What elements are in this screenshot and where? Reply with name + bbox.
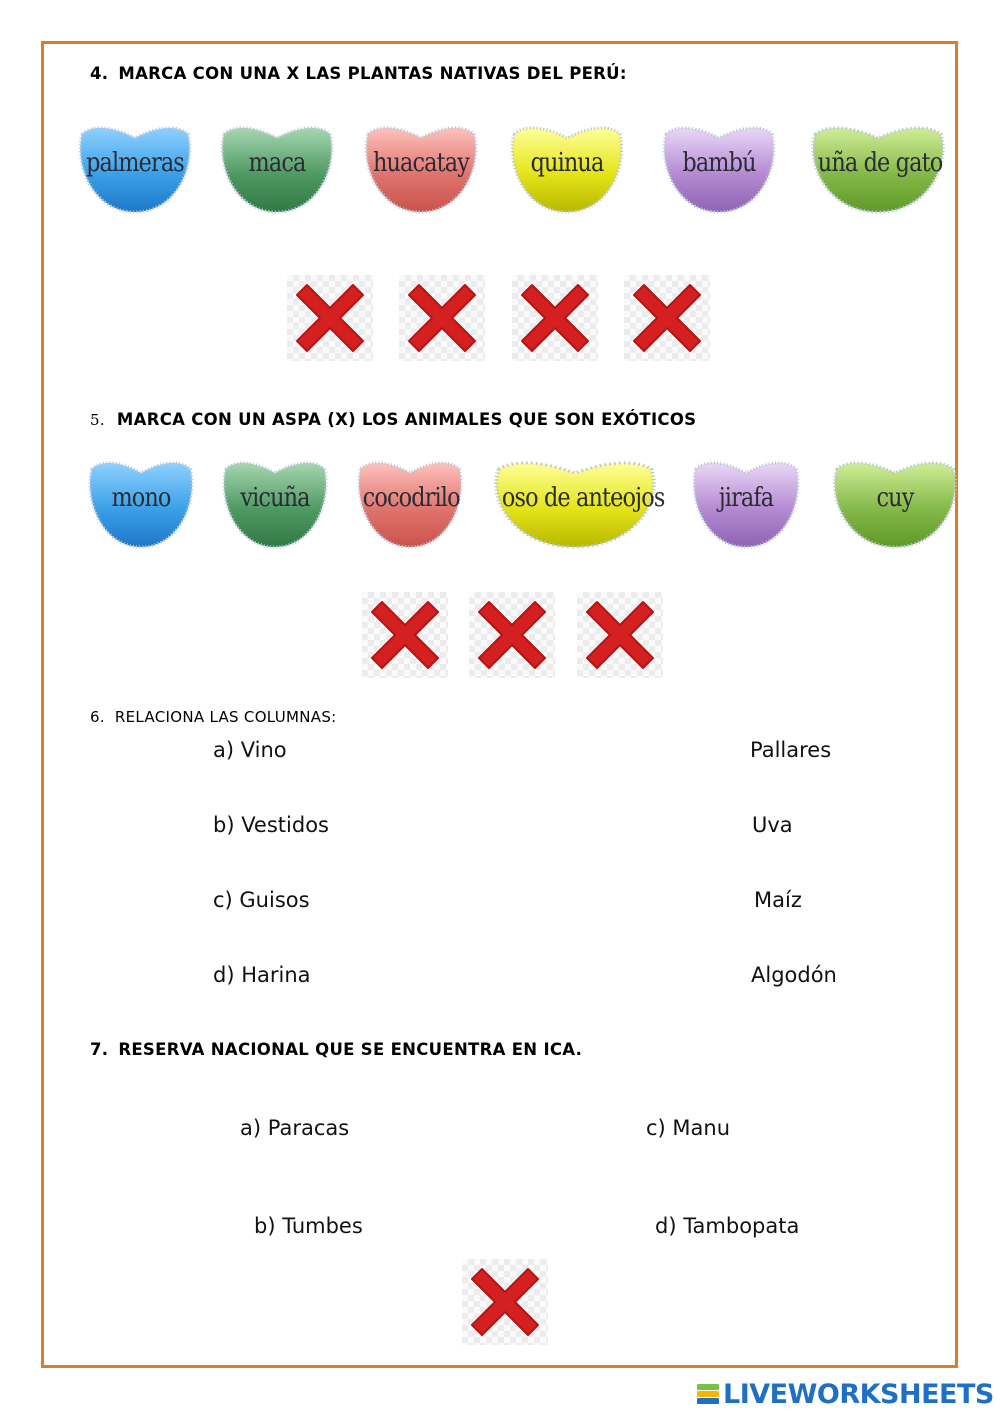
bean-label: cocodrilo [362, 483, 460, 513]
right-column-item[interactable]: Pallares [750, 738, 832, 762]
question-7 [90, 1040, 582, 1059]
x-icon[interactable] [512, 275, 598, 361]
bean-label: huacatay [372, 148, 470, 178]
question-5-text: MARCA CON UN ASPA (X) LOS ANIMALES QUE SON EXÓTICOS [116, 410, 697, 429]
liveworksheets-logo[interactable] [697, 1376, 994, 1412]
bean-label: uña de gato [817, 148, 943, 178]
x-icon[interactable] [462, 1259, 548, 1345]
left-column-item[interactable]: a) Vino [213, 738, 287, 762]
bean-option[interactable] [808, 120, 948, 220]
question-4-number: 4. [90, 64, 109, 83]
bean-label: cuy [876, 483, 914, 513]
question-6-number: 6. [90, 708, 105, 726]
question-6-text: RELACIONA LAS COLUMNAS: [114, 708, 337, 726]
bean-label: palmeras [86, 148, 184, 178]
brand-text: LIVEWORKSHEETS [723, 1378, 994, 1410]
bean-option[interactable] [355, 455, 465, 555]
answer-option[interactable]: c) Manu [646, 1116, 731, 1140]
left-column-item[interactable]: d) Harina [213, 963, 311, 987]
bean-option[interactable] [76, 120, 194, 220]
bean-label: quinua [530, 148, 604, 178]
bean-option[interactable] [490, 455, 665, 555]
right-column-item[interactable]: Algodón [751, 963, 837, 987]
bean-label: jirafa [718, 483, 774, 513]
x-icon[interactable] [399, 275, 485, 361]
worksheet-frame [41, 41, 958, 1368]
question-4 [90, 64, 627, 83]
x-icon[interactable] [577, 592, 663, 678]
bean-option[interactable] [660, 120, 778, 220]
question-7-number: 7. [90, 1040, 109, 1059]
right-column-item[interactable]: Maíz [754, 888, 802, 912]
x-icon[interactable] [362, 592, 448, 678]
x-icon[interactable] [469, 592, 555, 678]
bean-label: maca [248, 148, 306, 178]
answer-option[interactable]: b) Tumbes [254, 1214, 363, 1238]
question-6 [90, 708, 337, 726]
answer-option[interactable]: a) Paracas [240, 1116, 350, 1140]
left-column-item[interactable]: b) Vestidos [213, 813, 329, 837]
bean-option[interactable] [86, 455, 196, 555]
bean-label: vicuña [240, 483, 310, 513]
bean-option[interactable] [508, 120, 626, 220]
x-icon[interactable] [624, 275, 710, 361]
question-5-number: 5. [90, 411, 105, 429]
lws-logo-icon [697, 1384, 719, 1404]
bean-option[interactable] [362, 120, 480, 220]
question-7-text: RESERVA NACIONAL QUE SE ENCUENTRA EN ICA. [118, 1040, 583, 1059]
question-5 [90, 410, 696, 429]
bean-option[interactable] [218, 120, 336, 220]
bean-label: bambú [682, 148, 756, 178]
bean-option[interactable] [690, 455, 802, 555]
bean-option[interactable] [830, 455, 960, 555]
x-icon[interactable] [287, 275, 373, 361]
bean-label: oso de anteojos [501, 483, 665, 513]
left-column-item[interactable]: c) Guisos [213, 888, 310, 912]
answer-option[interactable]: d) Tambopata [655, 1214, 800, 1238]
question-4-text: MARCA CON UNA X LAS PLANTAS NATIVAS DEL PERÚ: [118, 64, 627, 83]
right-column-item[interactable]: Uva [752, 813, 793, 837]
bean-label: mono [111, 483, 171, 513]
bean-option[interactable] [220, 455, 330, 555]
